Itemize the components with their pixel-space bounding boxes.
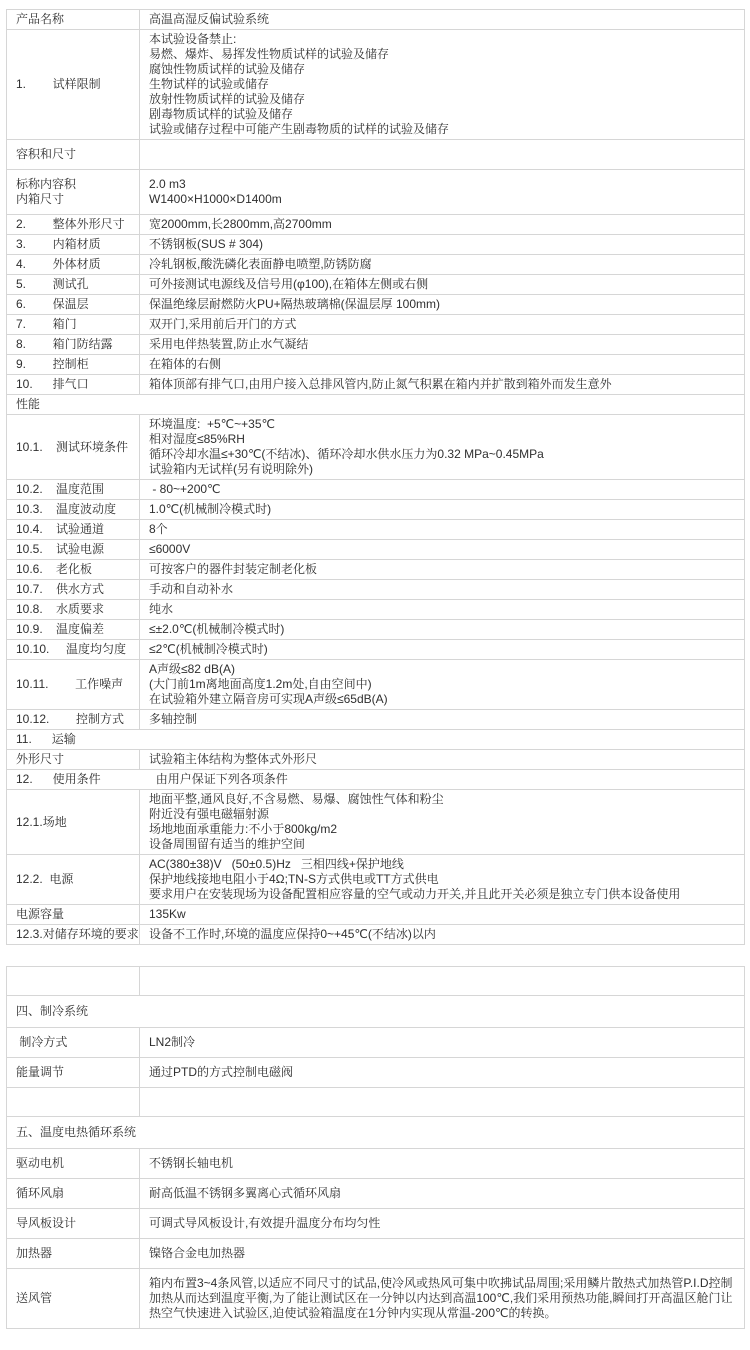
spec-label-cell xyxy=(7,1239,140,1268)
spec-label-cell xyxy=(7,275,140,294)
section-header-cell xyxy=(7,770,745,789)
label-text: 10.1. 测试环境条件 xyxy=(16,439,129,454)
spec-row xyxy=(7,640,745,660)
value-line: 可按客户的器件封装定制老化板 xyxy=(149,562,318,576)
value-line: ≤6000V xyxy=(149,542,191,556)
label-text: 7. 箱门 xyxy=(16,317,77,331)
label-text: 产品名称 xyxy=(16,12,65,26)
spec-value-cell xyxy=(140,540,745,559)
label-text: 10.12. 控制方式 xyxy=(16,712,125,726)
spec-row xyxy=(7,790,745,855)
section-header-row xyxy=(7,730,745,750)
value-line: 设备周围留有适当的维护空间 xyxy=(149,837,306,851)
spec-value-cell xyxy=(140,790,745,854)
spec-row xyxy=(7,215,745,235)
spec-row xyxy=(7,295,745,315)
value-line: ≤±2.0℃(机械制冷模式时) xyxy=(149,622,285,636)
spec-value-cell xyxy=(140,855,745,904)
empty-row xyxy=(7,967,745,996)
spec-label-cell xyxy=(7,1028,140,1057)
spec-label-cell xyxy=(7,540,140,559)
spec-row xyxy=(7,620,745,640)
spec-value-cell xyxy=(140,415,745,479)
section-title: 五、温度电热循环系统 xyxy=(16,1125,137,1139)
label-text: 2. 整体外形尺寸 xyxy=(16,217,125,231)
value-line: 易燃、爆炸、易挥发性物质试样的试验及储存 xyxy=(149,47,390,61)
value-line: 高温高湿反偏试验系统 xyxy=(149,12,270,26)
spec-value-cell xyxy=(140,750,745,769)
value-line: 放射性物质试样的试验及储存 xyxy=(149,92,306,106)
label-text: 送风管 xyxy=(16,1291,53,1305)
label-text: 外形尺寸 xyxy=(16,752,65,766)
section-header-row xyxy=(7,1117,745,1149)
label-text: 10.8. 水质要求 xyxy=(16,602,105,616)
value-line: 箱内布置3~4条风管,以适应不同尺寸的试品,使冷风或热风可集中吹拂试品周围;采用鳞片散热式加热管P.I.D控制加热从而达到温度平衡,为了能让测试区在一分钟以内达到高温100℃,我们采用预热功能,瞬间打开高温区舱门让热空气快速进入试验区,迫使试验箱温度在1分钟内实现从常温-200℃的转换。 xyxy=(149,1276,733,1320)
spec-label-cell xyxy=(7,295,140,314)
label-text: 驱动电机 xyxy=(16,1156,65,1170)
label-text: 10.6. 老化板 xyxy=(16,562,93,576)
section-header-row xyxy=(7,770,745,790)
spec-label-cell xyxy=(7,1088,140,1116)
spec-label-cell xyxy=(7,375,140,394)
spec-row xyxy=(7,520,745,540)
spec-value-cell xyxy=(140,905,745,924)
spec-value-cell xyxy=(140,170,745,214)
section-title: 12. 使用条件 xyxy=(16,772,101,786)
value-line: 在试验箱外建立隔音房可实现A声级≤65dB(A) xyxy=(149,692,388,706)
spec-value-cell xyxy=(140,1239,745,1268)
value-line: 循环冷却水温≤+30℃(不结冰)、循环冷却水供水压力为0.32 MPa~0.45MPa xyxy=(149,447,544,461)
spec-value-cell xyxy=(140,315,745,334)
system-specs-table xyxy=(6,966,745,1329)
value-line: 镍铬合金电加热器 xyxy=(149,1246,246,1260)
spec-label-cell xyxy=(7,1058,140,1087)
label-text: 10.4. 试验通道 xyxy=(16,522,105,536)
spec-value-cell xyxy=(140,600,745,619)
spec-row xyxy=(7,560,745,580)
section-header-cell xyxy=(7,395,745,414)
spec-row xyxy=(7,1269,745,1329)
spec-row xyxy=(7,255,745,275)
spec-label-cell xyxy=(7,967,140,995)
label-text: 标称内容积 xyxy=(16,177,77,191)
spec-value-cell xyxy=(140,967,745,995)
value-line: 8个 xyxy=(149,522,168,536)
section-header-cell xyxy=(7,996,745,1027)
spec-value-cell xyxy=(140,1058,745,1087)
label-text: 内箱尺寸 xyxy=(16,192,65,206)
spec-value-cell xyxy=(140,295,745,314)
spec-row xyxy=(7,855,745,905)
spec-row xyxy=(7,1239,745,1269)
label-text: 12.3.对储存环境的要求 xyxy=(16,927,139,941)
value-line: 试验箱主体结构为整体式外形尺 xyxy=(149,752,318,766)
spec-label-cell xyxy=(7,905,140,924)
label-text: 加热器 xyxy=(16,1246,53,1260)
spec-value-cell xyxy=(140,500,745,519)
spec-row xyxy=(7,275,745,295)
spec-value-cell xyxy=(140,30,745,139)
label-text: 能量调节 xyxy=(16,1065,65,1079)
section-subtitle: 由用户保证下列各项条件 xyxy=(155,772,288,786)
value-line: LN2制冷 xyxy=(149,1035,196,1049)
spec-row xyxy=(7,1179,745,1209)
value-line: 可外接测试电源线及信号用(φ100),在箱体左侧或右侧 xyxy=(149,277,429,291)
spec-value-cell xyxy=(140,1088,745,1116)
label-text: 12.2. 电源 xyxy=(16,872,74,886)
label-text: 循环风扇 xyxy=(16,1186,65,1200)
section-title: 四、制冷系统 xyxy=(16,1004,89,1018)
spec-value-cell xyxy=(140,275,745,294)
value-line: ≤2℃(机械制冷模式时) xyxy=(149,642,268,656)
spec-row xyxy=(7,415,745,480)
label-text: 9. 控制柜 xyxy=(16,357,89,371)
spec-value-cell xyxy=(140,620,745,639)
spec-row xyxy=(7,600,745,620)
spec-label-cell xyxy=(7,500,140,519)
spec-label-cell xyxy=(7,855,140,904)
value-line: A声级≤82 dB(A) xyxy=(149,662,235,676)
label-text: 10.2. 温度范围 xyxy=(16,482,105,496)
value-line: 剧毒物质试样的试验及储存 xyxy=(149,107,294,121)
spec-label-cell xyxy=(7,1269,140,1328)
value-line: 冷轧钢板,酸洗磷化表面静电喷塑,防锈防腐 xyxy=(149,257,372,271)
label-text: 12.1.场地 xyxy=(16,814,67,829)
spec-label-cell xyxy=(7,520,140,539)
main-product-specs-table xyxy=(6,9,745,945)
empty-row xyxy=(7,1088,745,1117)
spec-row xyxy=(7,355,745,375)
label-text: 10.11. 工作噪声 xyxy=(16,677,124,691)
value-line: 采用电伴热装置,防止水气凝结 xyxy=(149,337,309,351)
spec-row xyxy=(7,480,745,500)
spec-value-cell xyxy=(140,560,745,579)
label-text: 10. 排气口 xyxy=(16,377,89,391)
label-text: 10.7. 供水方式 xyxy=(16,582,105,596)
label-text: 制冷方式 xyxy=(16,1035,68,1049)
spec-value-cell xyxy=(140,925,745,944)
value-line: 在箱体的右侧 xyxy=(149,357,222,371)
spec-label-cell xyxy=(7,480,140,499)
section-header-cell xyxy=(7,730,745,749)
label-text: 6. 保温层 xyxy=(16,297,89,311)
value-line: 通过PTD的方式控制电磁阀 xyxy=(149,1065,294,1079)
spec-label-cell xyxy=(7,10,140,29)
spec-value-cell xyxy=(140,580,745,599)
spec-label-cell xyxy=(7,1209,140,1238)
value-line: 设备不工作时,环境的温度应保持0~+45℃(不结冰)以内 xyxy=(149,927,436,941)
value-line: 生物试样的试验或储存 xyxy=(149,77,270,91)
value-line: 腐蚀性物质试样的试验及储存 xyxy=(149,62,306,76)
spec-label-cell xyxy=(7,750,140,769)
label-text: 1. 试样限制 xyxy=(16,77,101,91)
spec-label-cell xyxy=(7,335,140,354)
label-text: 4. 外体材质 xyxy=(16,257,101,271)
spec-row xyxy=(7,540,745,560)
spec-value-cell xyxy=(140,1209,745,1238)
spec-label-cell xyxy=(7,710,140,729)
label-text: 10.3. 温度波动度 xyxy=(16,502,117,516)
value-line: 相对湿度≤85%RH xyxy=(149,432,245,446)
spec-label-cell xyxy=(7,600,140,619)
value-line: 可调式导风板设计,有效提升温度分布均匀性 xyxy=(149,1216,381,1230)
value-line: (大门前1m离地面高度1.2m处,自由空间中) xyxy=(149,677,372,691)
spec-value-cell xyxy=(140,375,745,394)
value-line: 1.0℃(机械制冷模式时) xyxy=(149,502,272,516)
value-line: 本试验设备禁止: xyxy=(149,32,237,46)
value-line: 保护地线接地电阻小于4Ω;TN-S方式供电或TT方式供电 xyxy=(149,872,439,886)
section-header-row xyxy=(7,996,745,1028)
value-line: 135Kw xyxy=(149,907,186,921)
spec-label-cell xyxy=(7,140,140,169)
spec-row xyxy=(7,1149,745,1179)
spec-value-cell xyxy=(140,480,745,499)
value-line: 试验箱内无试样(另有说明除外) xyxy=(149,462,313,476)
label-text: 10.10. 温度均匀度 xyxy=(16,642,127,656)
spec-row xyxy=(7,1209,745,1239)
spec-row xyxy=(7,500,745,520)
spec-value-cell xyxy=(140,215,745,234)
value-line: 保温绝缘层耐燃防火PU+隔热玻璃棉(保温层厚 100mm) xyxy=(149,297,441,311)
spec-value-cell xyxy=(140,335,745,354)
value-line: 双开门,采用前后开门的方式 xyxy=(149,317,297,331)
value-line: 场地地面承重能力:不小于800kg/m2 xyxy=(149,822,338,836)
value-line: 不锈钢长轴电机 xyxy=(149,1156,234,1170)
spec-row xyxy=(7,660,745,710)
value-line: 2.0 m3 xyxy=(149,177,186,191)
spec-row xyxy=(7,235,745,255)
label-text: 电源容量 xyxy=(16,907,65,921)
spec-value-cell xyxy=(140,1028,745,1057)
label-text: 8. 箱门防结露 xyxy=(16,337,113,351)
spec-label-cell xyxy=(7,1179,140,1208)
spec-value-cell xyxy=(140,1269,745,1328)
spec-row xyxy=(7,30,745,140)
spec-label-cell xyxy=(7,235,140,254)
spec-row xyxy=(7,375,745,395)
value-line: 地面平整,通风良好,不含易燃、易爆、腐蚀性气体和粉尘 xyxy=(149,792,444,806)
spec-value-cell xyxy=(140,140,745,169)
spec-value-cell xyxy=(140,235,745,254)
value-line: 附近没有强电磁辐射源 xyxy=(149,807,270,821)
spec-row xyxy=(7,925,745,945)
spec-row xyxy=(7,905,745,925)
value-line: AC(380±38)V (50±0.5)Hz 三相四线+保护地线 xyxy=(149,857,404,871)
spec-label-cell xyxy=(7,315,140,334)
label-text: 10.5. 试验电源 xyxy=(16,542,105,556)
spec-label-cell xyxy=(7,580,140,599)
label-text: 5. 测试孔 xyxy=(16,277,89,291)
spec-row xyxy=(7,315,745,335)
label-text: 导风板设计 xyxy=(16,1216,77,1230)
spec-value-cell xyxy=(140,710,745,729)
label-text: 容积和尺寸 xyxy=(16,147,77,161)
value-line: 宽2000mm,长2800mm,高2700mm xyxy=(149,217,332,231)
spec-row xyxy=(7,750,745,770)
value-line: 试验或储存过程中可能产生剧毒物质的试样的试验及储存 xyxy=(149,122,450,136)
spec-value-cell xyxy=(140,1179,745,1208)
spec-row xyxy=(7,710,745,730)
spec-value-cell xyxy=(140,355,745,374)
spec-value-cell xyxy=(140,255,745,274)
spec-label-cell xyxy=(7,215,140,234)
spec-row xyxy=(7,10,745,30)
spec-label-cell xyxy=(7,790,140,854)
spec-label-cell xyxy=(7,30,140,139)
spec-label-cell xyxy=(7,620,140,639)
label-text: 10.9. 温度偏差 xyxy=(16,622,105,636)
spec-value-cell xyxy=(140,520,745,539)
spec-label-cell xyxy=(7,1149,140,1178)
section-header-row xyxy=(7,395,745,415)
value-line: - 80~+200℃ xyxy=(149,482,221,496)
spec-label-cell xyxy=(7,355,140,374)
value-line: 多轴控制 xyxy=(149,712,198,726)
section-title: 11. 运输 xyxy=(16,732,76,746)
value-line: 手动和自动补水 xyxy=(149,582,234,596)
spec-label-cell xyxy=(7,415,140,479)
spec-value-cell xyxy=(140,640,745,659)
value-line: 耐高低温不锈钢多翼离心式循环风扇 xyxy=(149,1186,342,1200)
spec-row xyxy=(7,170,745,215)
spec-label-cell xyxy=(7,560,140,579)
value-line: 纯水 xyxy=(149,602,174,616)
spec-row xyxy=(7,335,745,355)
spec-row xyxy=(7,1028,745,1058)
value-line: 不锈钢板(SUS # 304) xyxy=(149,237,264,251)
section-title: 性能 xyxy=(16,397,41,411)
spec-label-cell xyxy=(7,640,140,659)
spec-row xyxy=(7,580,745,600)
label-text: 3. 内箱材质 xyxy=(16,237,101,251)
value-line: 箱体顶部有排气口,由用户接入总排风管内,防止氮气积累在箱内并扩散到箱外而发生意外 xyxy=(149,377,612,391)
spec-value-cell xyxy=(140,10,745,29)
section-header-cell xyxy=(7,1117,745,1148)
value-line: 环境温度: +5℃~+35℃ xyxy=(149,417,276,431)
value-line: W1400×H1000×D1400m xyxy=(149,192,282,206)
value-line: 要求用户在安装现场为设备配置相应容量的空气或动力开关,并且此开关必须是独立专门供本设备使用 xyxy=(149,887,681,901)
spec-label-cell xyxy=(7,660,140,709)
spec-value-cell xyxy=(140,1149,745,1178)
spec-label-cell xyxy=(7,170,140,214)
spec-row xyxy=(7,1058,745,1088)
spec-label-cell xyxy=(7,255,140,274)
spec-row xyxy=(7,140,745,170)
spec-label-cell xyxy=(7,925,140,944)
spec-value-cell xyxy=(140,660,745,709)
